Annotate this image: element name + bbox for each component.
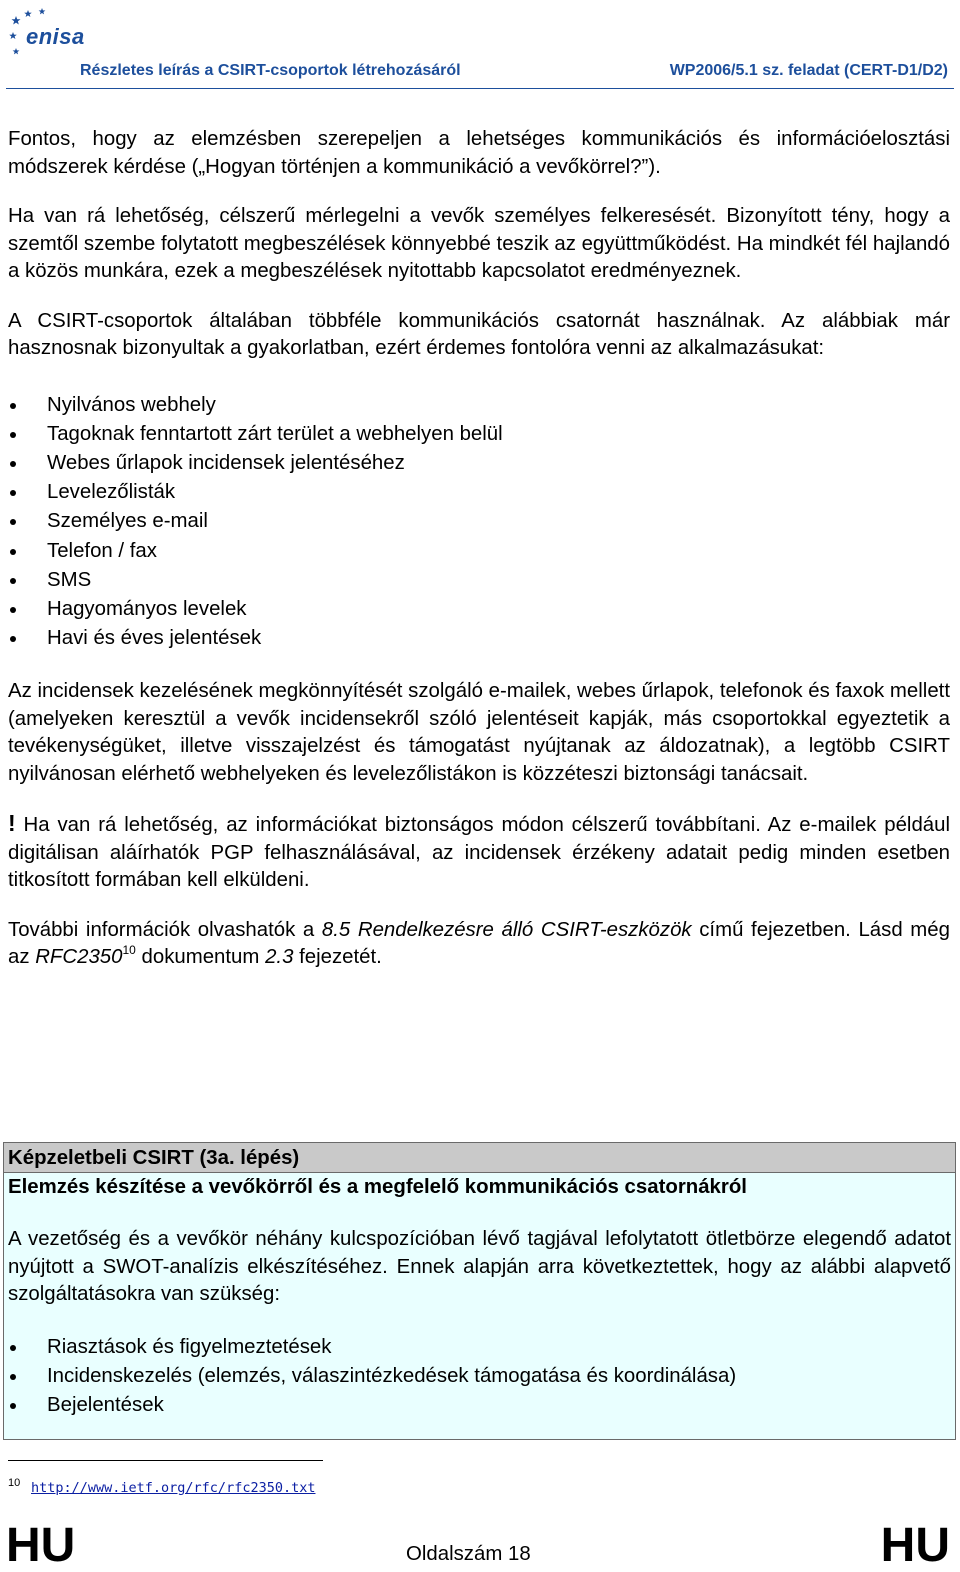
list-item: SMS: [8, 566, 950, 595]
paragraph-communication-analysis: Fontos, hogy az elemzésben szerepeljen a lehetséges kommunikációs és információelosztási módszerek kérdése („Hogyan történjen a kommunikáció a vevőkörrel?”).: [8, 128, 950, 178]
paragraph-secure-transfer: [8, 810, 950, 895]
fictional-csirt-box: [3, 1142, 956, 1440]
further-info-text: dokumentum: [135, 946, 266, 969]
footer-language-left: HU: [6, 1519, 76, 1572]
warning-exclamation-icon: !: [8, 810, 16, 837]
header-divider: [6, 88, 954, 89]
footnote-link[interactable]: http://www.ietf.org/rfc/rfc2350.txt: [31, 1480, 316, 1496]
footer-language-right: HU: [880, 1519, 950, 1572]
enisa-logo-text: enisa: [26, 24, 85, 49]
list-item: Levelezőlisták: [8, 478, 950, 507]
further-info-text: fejezetét.: [293, 946, 382, 969]
list-item: Hagyományos levelek: [8, 595, 950, 624]
paragraph-incident-handling: Az incidensek kezelésének megkönnyítését szolgáló e-mailek, webes űrlapok, telefonok és faxok mellett (amelyeken keresztül a vevők incidensekről szóló jelentéseit kapják, más csoportokkal egyeztetik a tevékenységüket, illetve visszajelzést és támogatást nyújtanak az áldozatnak), a legtöbb CSIRT nyilvánosan elérhető webhelyeken és levelezőlistákon is közzéteszi biztonsági tanácsait.: [8, 680, 950, 785]
list-item: Telefon / fax: [8, 537, 950, 566]
list-item: Incidenskezelés (elemzés, válaszintézkedések támogatása és koordinálása): [8, 1362, 951, 1391]
paragraph-further-info: [8, 917, 950, 972]
footnote-separator: [8, 1460, 323, 1461]
footer-page-number: Oldalszám 18: [406, 1543, 531, 1565]
section-reference: 2.3: [265, 946, 294, 969]
further-info-text: című fejezetben. Lásd még az: [8, 918, 950, 969]
box-paragraph: A vezetőség és a vevőkör néhány kulcspozícióban lévő tagjával lefolytatott ötletbörze elegendő adatot nyújtott a SWOT-analízis elkészítéséhez. Ennek alapján arra következtettek, hogy az alábbi alapvető szolgáltatásokra van szükség:: [8, 1228, 951, 1305]
box-subheading: Elemzés készítése a vevőkörről és a megfelelő kommunikációs csatornákról: [8, 1176, 747, 1198]
list-item: Webes űrlapok incidensek jelentéséhez: [8, 449, 950, 478]
footnote-marker: 10: [122, 943, 136, 958]
header-document-title: Részletes leírás a CSIRT-csoportok létrehozásáról: [80, 62, 461, 79]
list-item: Nyilvános webhely: [8, 391, 950, 420]
header-work-package: WP2006/5.1 sz. feladat (CERT-D1/D2): [669, 62, 948, 79]
secure-transfer-text: Ha van rá lehetőség, az információkat biztonságos módon célszerű továbbítani. Az e-mailek például digitálisan aláírhatók PGP felhasználásával, az incidensek érzékeny adatait pedig minden esetben titkosított formában kell elküldeni.: [8, 814, 950, 892]
page-header: [0, 0, 960, 92]
paragraph-channels-intro: A CSIRT-csoportok általában többféle kommunikációs csatornát használnak. Az alábbiak már hasznosnak bizonyultak a gyakorlatban, ezért érdemes fontolóra venni az alkalmazásukat:: [8, 309, 950, 359]
list-item: Tagoknak fenntartott zárt terület a webhelyen belül: [8, 420, 950, 449]
footnote-number: 10: [8, 1477, 21, 1489]
rfc-reference: RFC2350: [35, 946, 123, 969]
list-item: Bejelentések: [8, 1391, 951, 1420]
paragraph-personal-visits: Ha van rá lehetőség, célszerű mérlegelni a vevők személyes felkeresését. Bizonyított tény, hogy a szemtől szembe folytatott megbeszélések könnyebbé teszik az együttműködést. Ha mindkét fél hajlandó a közös munkára, ezek a megbeszélések nyitottabb kapcsolatot eredményeznek.: [8, 205, 950, 282]
list-item: Riasztások és figyelmeztetések: [8, 1333, 951, 1362]
list-item: Havi és éves jelentések: [8, 624, 950, 653]
list-item: Személyes e-mail: [8, 507, 950, 536]
box-heading: Képzeletbeli CSIRT (3a. lépés): [4, 1143, 955, 1173]
channel-list: [8, 391, 950, 654]
box-body: [4, 1226, 955, 1420]
chapter-reference: 8.5 Rendelkezésre álló CSIRT-eszközök: [321, 918, 692, 941]
services-list: [8, 1333, 951, 1421]
further-info-text: További információk olvashatók a: [8, 918, 322, 941]
page-content: [8, 126, 950, 972]
